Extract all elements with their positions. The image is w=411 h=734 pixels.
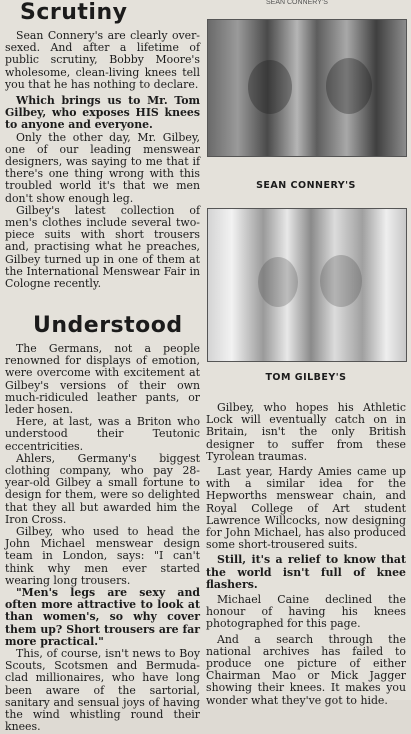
understood-text [5,343,200,734]
paragraph: Michael Caine declined the honour of having his knees photographed for this page. [206,593,406,631]
paragraph: Only the other day, Mr. Gilbey, one of our leading menswear designers, was saying to me that if there's one thing wrong with this troubled world it's that we men don't show enough leg. [5,130,200,205]
paragraph: Sean Connery's are clearly over-sexed. And after a lifetime of public scrutiny, Bobby Moore's wholesome, clean-living knees tell you that he has nothing to declare. [5,29,200,91]
scrutiny-text [5,30,200,290]
paragraph: And a search through the national archives has failed to produce one picture of either Chairman Mao or Mick Jagger showing their knees. It makes you wonder what they've got to hide. [206,632,406,707]
top-cut-caption: SEAN CONNERY'S [266,0,328,6]
caption-tom-gilbey: TOM GILBEY'S [265,372,347,383]
photo-tom-gilbey-knees [207,208,407,362]
right-column-text [206,402,406,707]
paragraph: Gilbey's latest collection of men's clothes include several two-piece suits with short trousers and, practising what he preaches, Gilbey turned up in one of them at the International Menswear Fair in Cologne recently. [5,203,200,291]
paragraph: Gilbey, who used to head the John Michael menswear design team in London, says: "I can't think why men ever started wearing long trousers. [5,525,200,587]
photo-sean-connery-knees [207,19,407,157]
paragraph-bold: Which brings us to Mr. Tom Gilbey, who exposes HIS knees to anyone and everyone. [5,94,200,132]
paragraph: Ahlers, Germany's biggest clothing company, who pay 28-year-old Gilbey a small fortune to design for them, were so delighted that they all but awarded him the Iron Cross. [5,451,200,526]
heading-scrutiny: Scrutiny [20,0,128,25]
paragraph-bold: Still, it's a relief to know that the world isn't full of knee flashers. [206,553,406,591]
paragraph: Last year, Hardy Amies came up with a similar idea for the Hepworths menswear chain, and Royal College of Art student Lawrence Willcocks, now designing for John Michael, has also produced some short-trousered suits. [206,465,406,552]
heading-understood: Understood [33,313,183,338]
caption-sean-connery: SEAN CONNERY'S [256,180,356,191]
paragraph: Here, at last, was a Briton who understood their Teutonic eccentricities. [5,415,200,453]
paragraph-bold: "Men's legs are sexy and often more attractive to look at than women's, so why cover them up? Short trousers are far more practical." [5,586,200,648]
paragraph: This, of course, isn't news to Boy Scouts, Scotsmen and Bermuda-clad millionaires, who have long been aware of the sartorial, sanitary and sensual joys of having the wind whistling round their knees. [5,647,200,734]
paragraph: Gilbey, who hopes his Athletic Lock will eventually catch on in Britain, isn't the only British designer to suffer from these Tyrolean traumas. [206,401,406,463]
paragraph: The Germans, not a people renowned for displays of emotion, were overcome with excitement at Gilbey's versions of their own much-ridiculed leather pants, or leder hosen. [5,342,200,417]
